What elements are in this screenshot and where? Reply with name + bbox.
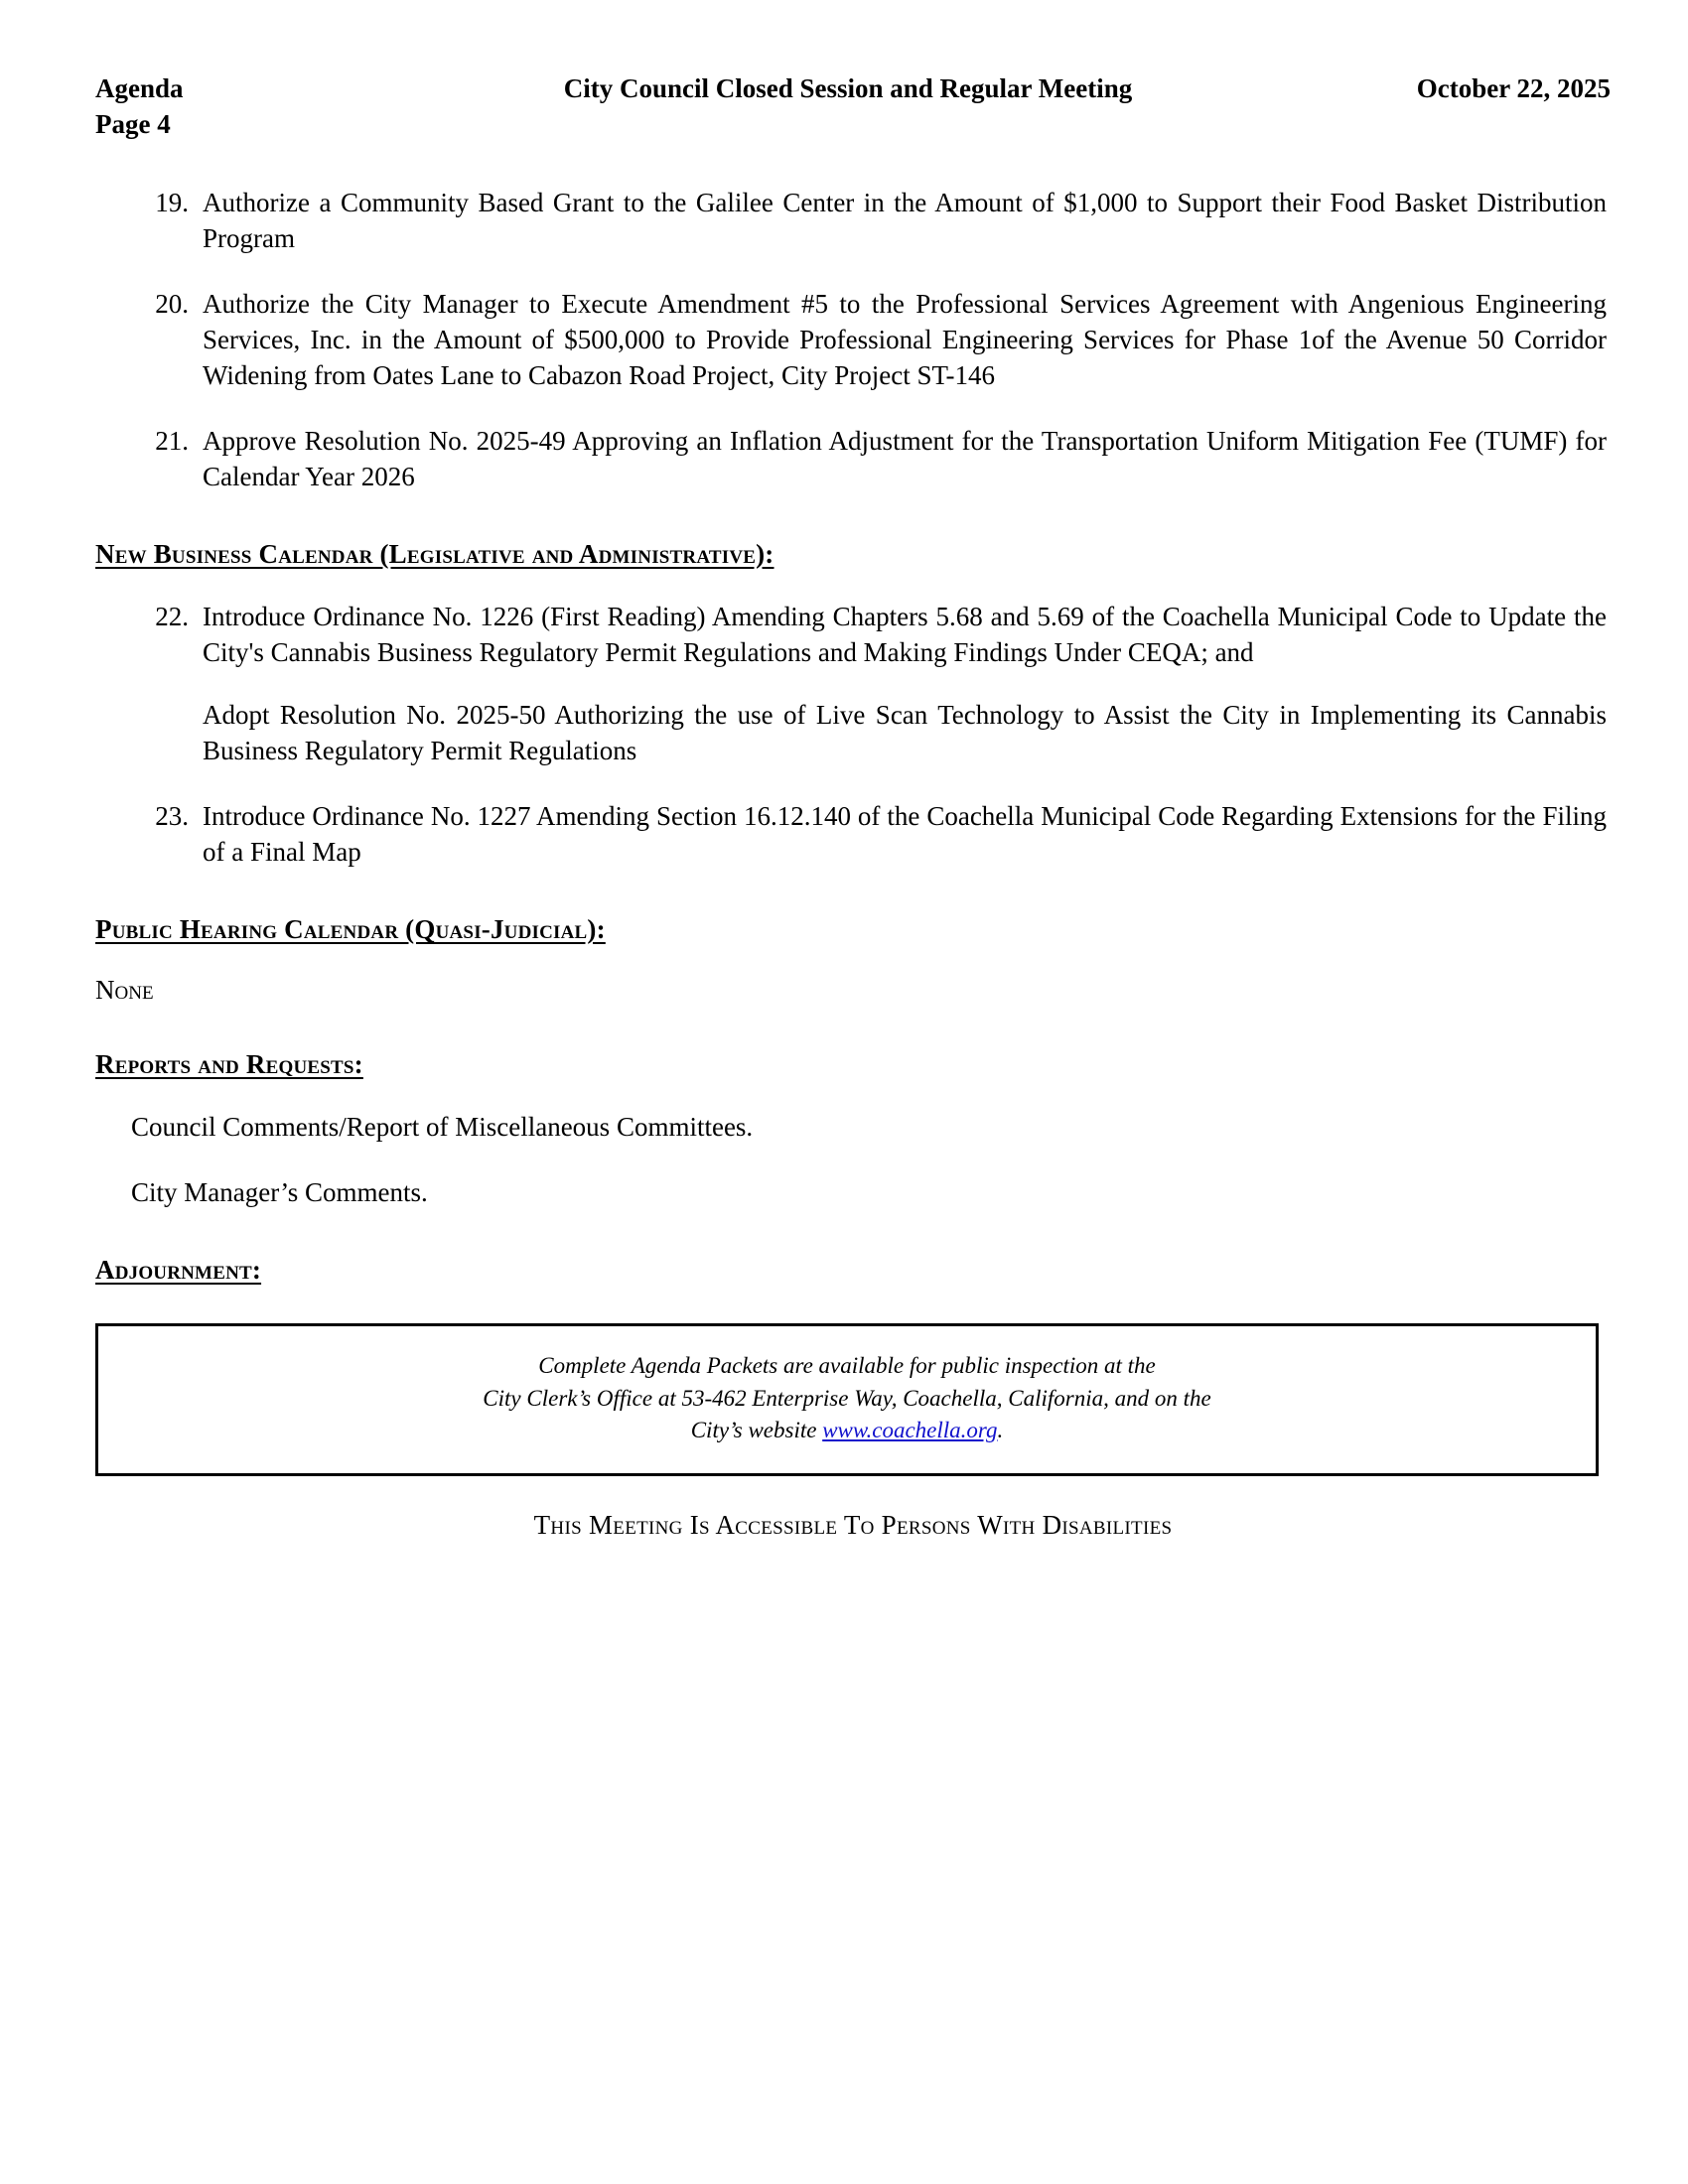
section-heading-adjournment: Adjournment: <box>95 1254 262 1285</box>
public-hearing-body: None <box>95 975 154 1006</box>
notice-line-1: Complete Agenda Packets are available for public inspection at the <box>538 1352 1156 1378</box>
agenda-item-text: Authorize a Community Based Grant to the Galilee Center in the Amount of $1,000 to Support their Food Basket Distribution Program <box>203 188 1607 254</box>
agenda-item-subtext: Adopt Resolution No. 2025-50 Authorizing the use of Live Scan Technology to Assist the City in Implementing its Cannabis Business Regulatory Permit Regulations <box>203 700 1607 766</box>
agenda-item <box>95 600 1611 770</box>
notice-line-3 <box>128 1415 1566 1447</box>
agenda-item-text: Introduce Ordinance No. 1226 (First Reading) Amending Chapters 5.68 and 5.69 of the Coachella Municipal Code to Update the City's Cannabis Business Regulatory Permit Regulations and Making Findings Under CEQA; and <box>203 601 1607 667</box>
agenda-item-number: 21. <box>155 425 189 456</box>
section-heading-reports-requests: Reports and Requests: <box>95 1049 363 1080</box>
notice-line-2: City Clerk’s Office at 53-462 Enterprise Way, Coachella, California, and on the <box>483 1385 1211 1411</box>
header-left-block <box>95 71 393 142</box>
section-heading-new-business: New Business Calendar (Legislative and Administrative): <box>95 538 774 569</box>
agenda-item-text: Introduce Ordinance No. 1227 Amending Section 16.12.140 of the Coachella Municipal Code Regarding Extensions for the Filing of a Final Map <box>203 801 1607 868</box>
agenda-item <box>95 186 1611 257</box>
header-page-number: Page 4 <box>95 108 171 139</box>
header-meeting-date: October 22, 2025 <box>1416 73 1611 103</box>
notice-line-3-suffix: . <box>997 1418 1004 1443</box>
section-heading-public-hearing: Public Hearing Calendar (Quasi-Judicial): <box>95 914 606 945</box>
agenda-item-number: 23. <box>155 801 189 832</box>
agenda-item <box>95 287 1611 394</box>
city-website-link[interactable]: www.coachella.org <box>822 1418 998 1443</box>
accessibility-note: This Meeting Is Accessible To Persons With Disabilities <box>533 1509 1173 1540</box>
notice-line-3-prefix: City’s website <box>690 1418 823 1443</box>
agenda-item-text-wrapper <box>203 600 1611 770</box>
agenda-item-text: Authorize the City Manager to Execute Amendment #5 to the Professional Services Agreement with Angenious Engineering Services, Inc. in the Amount of $500,000 to Provide Professional Engineering Services for Phase 1of the Avenue 50 Corridor Widening from Oates Lane to Cabazon Road Project, City Project ST-146 <box>203 289 1607 390</box>
agenda-item-number: 22. <box>155 601 189 631</box>
header-meeting-title: City Council Closed Session and Regular Meeting <box>563 73 1133 103</box>
agenda-item-text: Approve Resolution No. 2025-49 Approving an Inflation Adjustment for the Transportation Uniform Mitigation Fee (TUMF) for Calendar Year 2026 <box>203 425 1607 491</box>
document-header <box>95 71 1611 142</box>
agenda-item <box>95 424 1611 495</box>
reports-line: Council Comments/Report of Miscellaneous Committees. <box>131 1112 754 1143</box>
agenda-packet-notice-box <box>95 1323 1599 1476</box>
agenda-item <box>95 799 1611 871</box>
reports-line: City Manager’s Comments. <box>131 1176 428 1207</box>
agenda-item-number: 19. <box>155 188 189 218</box>
header-agenda-label: Agenda <box>95 73 184 103</box>
agenda-item-number: 20. <box>155 289 189 320</box>
